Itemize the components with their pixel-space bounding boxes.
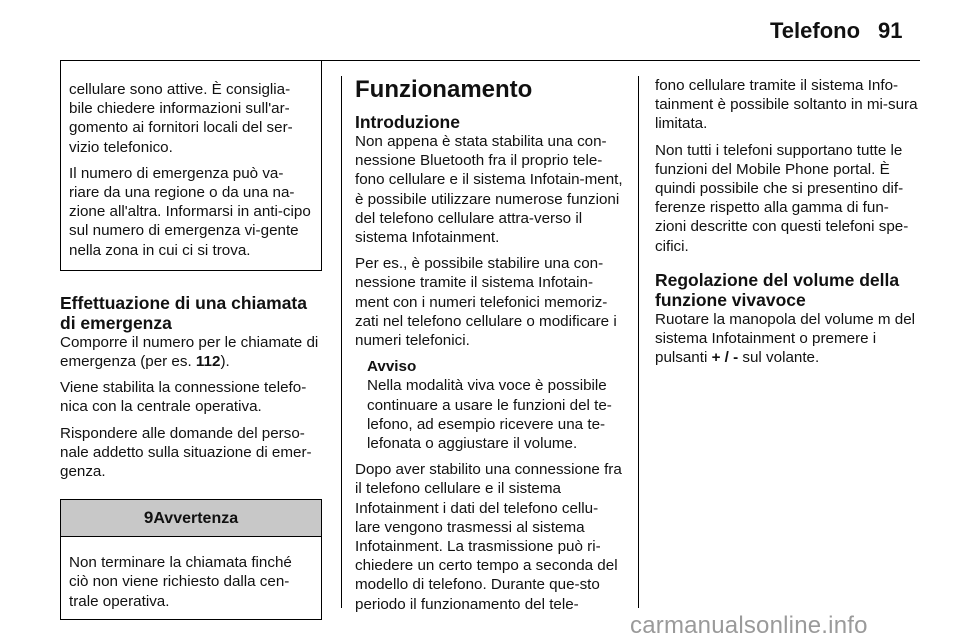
box-paragraph: Il numero di emergenza può va-riare da una regione o da una na-zione all'altra. Informarsi in anti-cipo sul numero di emergenza vi-gente nella zona in cui ci si trova. xyxy=(69,164,311,259)
note-title: Avviso xyxy=(367,358,417,376)
warning-header xyxy=(61,500,321,537)
section-heading-emergency-call: Effettuazione di una chiamata di emergenza xyxy=(60,292,307,333)
paragraph: Non tutti i telefoni supportano tutte le funzioni del Mobile Phone portal. È quindi possibile che si presentino dif-ferenze rispetto alla gamma di fun-zioni descritte con questi telefoni spe-cifici. xyxy=(655,141,909,255)
column-divider-1 xyxy=(341,76,342,608)
paragraph: fono cellulare tramite il sistema Info-tainment è possibile soltanto in mi-sura limitata. xyxy=(655,77,918,133)
subheading-introduction: Introduzione xyxy=(355,112,460,132)
warning-box xyxy=(60,499,322,620)
continued-info-box xyxy=(60,60,322,271)
paragraph: Non appena è stata stabilita una con-nessione Bluetooth fra il proprio tele-fono cellulare e il sistema Infotain-ment, è possibile utilizzare numerose funzioni del telefono cellulare attra-verso il sistema Infotainment. xyxy=(355,133,623,247)
warning-icon: 9 xyxy=(143,508,154,528)
paragraph: Dopo aver stabilito una connessione fra il telefono cellulare e il sistema Infotainment i dati del telefono cellu-lare vengono trasmessi al sistema Infotainment. La trasmissione può ri-chiedere un certo tempo a seconda del modello di telefono. Durante que-sto periodo il funzionamento del tele- xyxy=(355,461,622,613)
plus-minus-buttons: + / - xyxy=(711,349,739,367)
note-text: Nella modalità viva voce è possibile continuare a usare le funzioni del te-lefono, ad esempio ricevere una te-lefonata o aggiustare il volume. xyxy=(367,377,612,453)
column-2 xyxy=(355,76,623,621)
volume-knob-icon: m xyxy=(877,310,891,328)
emergency-number: 112 xyxy=(195,353,221,371)
page-number: 91 xyxy=(878,18,903,43)
note-block xyxy=(355,357,623,453)
paragraph: Comporre il numero per le chiamate di emergenza (per es. 112). xyxy=(60,333,319,371)
column-1 xyxy=(60,60,322,620)
page-title: Telefono xyxy=(770,18,861,43)
section-title-operation: Funzionamento xyxy=(355,76,533,103)
column-3 xyxy=(655,76,920,374)
box-paragraph: cellulare sono attive. È consiglia-bile chiedere informazioni sull'ar-gomento ai fornitori locali del ser-vizio telefonico. xyxy=(69,81,293,156)
section-heading-volume: Regolazione del volume della funzione vivavoce xyxy=(655,269,900,310)
paragraph: Per es., è possibile stabilire una con-nessione tramite il sistema Infotain-ment con i numeri telefonici memoriz-zati nel telefono cellulare o modificare i numeri telefonici. xyxy=(355,255,617,350)
watermark: carmanualsonline.info xyxy=(630,612,868,639)
paragraph: Ruotare la manopola del volume m del sistema Infotainment o premere i pulsanti + / - sul volante. xyxy=(655,310,916,367)
column-divider-2 xyxy=(638,76,639,608)
paragraph: Viene stabilita la connessione telefo-nica con la centrale operativa. xyxy=(60,379,307,416)
warning-text: Non terminare la chiamata finché ciò non viene richiesto dalla cen-trale operativa. xyxy=(69,554,292,610)
paragraph: Rispondere alle domande del perso-nale addetto sulla situazione di emer-genza. xyxy=(60,424,312,481)
warning-label: Avvertenza xyxy=(153,510,239,528)
